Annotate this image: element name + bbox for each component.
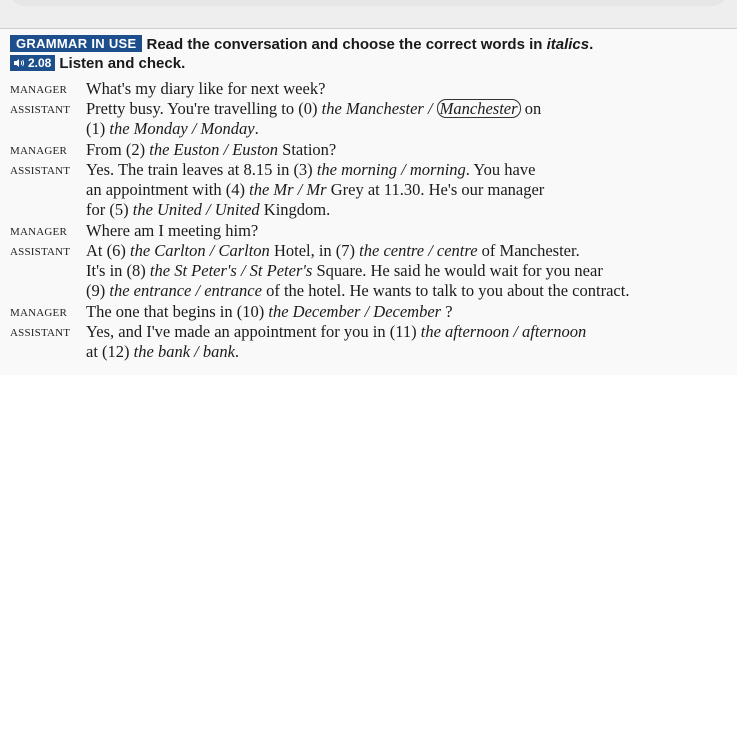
- dialogue-text: [86, 322, 586, 342]
- text-segment: of Manchester.: [477, 241, 580, 260]
- answer-options-1[interactable]: the Monday / Monday: [109, 119, 255, 138]
- dialogue-line: [0, 119, 737, 139]
- answer-options-5[interactable]: the United / United: [132, 200, 260, 219]
- answer-options-9[interactable]: the entrance / entrance: [109, 281, 262, 300]
- speaker-manager: MANAGER: [10, 226, 68, 238]
- text-segment: Square. He said he would wait for you near: [312, 261, 603, 280]
- dialogue-text: [86, 99, 541, 119]
- text-segment: Yes. The train leaves at 8.15 in (3): [86, 160, 317, 179]
- dialogue-text: [86, 140, 336, 160]
- text-segment: an appointment with (4): [86, 180, 250, 199]
- dialogue-line: [0, 200, 737, 220]
- speaker-assistant: ASSISTANT: [10, 246, 71, 258]
- dialogue-text: [86, 302, 453, 322]
- answer-options-10[interactable]: the December / December: [268, 302, 442, 321]
- audio-header: [10, 55, 185, 72]
- dialogue-text: [86, 261, 603, 281]
- dialogue-text: [86, 281, 629, 301]
- answer-options-8[interactable]: the St Peter's / St Peter's: [149, 261, 313, 280]
- text-segment: Kingdom.: [259, 200, 331, 219]
- answer-options-0[interactable]: the Manchester /: [321, 99, 437, 118]
- dialogue-text: [86, 79, 325, 99]
- dialogue-text: [86, 119, 259, 139]
- dialogue-line: [0, 342, 737, 362]
- exercise-header: [10, 35, 593, 53]
- answer-options-12[interactable]: the bank / bank: [133, 342, 235, 361]
- text-segment: Where am I meeting him?: [86, 221, 259, 240]
- exercise-page: [0, 29, 737, 375]
- speaker-assistant: ASSISTANT: [10, 104, 71, 116]
- text-segment: The one that begins in (10): [86, 302, 269, 321]
- text-segment: . You have: [465, 160, 536, 179]
- audio-track-button[interactable]: [10, 55, 55, 71]
- dialogue-text: [86, 221, 258, 241]
- text-segment: Station?: [278, 140, 337, 159]
- answer-options-3[interactable]: the morning / morning: [316, 160, 466, 179]
- dialogue-line: [0, 99, 737, 119]
- answer-options-11[interactable]: the afternoon / afternoon: [420, 322, 587, 341]
- answer-options-2[interactable]: the Euston / Euston: [149, 140, 279, 159]
- instruction-period: .: [589, 36, 594, 53]
- answer-options-4[interactable]: the Mr / Mr: [249, 180, 327, 199]
- text-segment: (9): [86, 281, 110, 300]
- text-segment: for (5): [86, 200, 133, 219]
- text-segment: .: [234, 342, 240, 361]
- text-segment: It's in (8): [86, 261, 150, 280]
- instruction-italic-word: italics: [546, 36, 590, 53]
- dialogue-text: [86, 241, 580, 261]
- audio-track-number: 2.08: [28, 56, 52, 70]
- speaker-manager: MANAGER: [10, 307, 68, 319]
- speaker-assistant: ASSISTANT: [10, 165, 71, 177]
- dialogue-line: [0, 281, 737, 301]
- text-segment: Yes, and I've made an appointment for you in (11): [86, 322, 421, 341]
- dialogue-line: [0, 241, 737, 261]
- dialogue-line: [0, 79, 737, 99]
- dialogue-text: [86, 180, 544, 200]
- circled-answer[interactable]: Manchester: [437, 99, 521, 118]
- dialogue-text: [86, 200, 330, 220]
- text-segment: From (2): [86, 140, 150, 159]
- instruction-text: Read the conversation and choose the correct words in: [146, 36, 547, 53]
- text-segment: .: [254, 119, 259, 138]
- text-segment: on: [520, 99, 542, 118]
- dialogue-text: [86, 160, 535, 180]
- dialogue-line: [0, 261, 737, 281]
- dialogue-line: [0, 180, 737, 200]
- speaker-icon: [14, 58, 26, 68]
- text-segment: of the hotel. He wants to talk to you about the contract.: [261, 281, 630, 300]
- text-segment: What's my diary like for next week?: [86, 79, 326, 98]
- answer-options-6[interactable]: the Carlton / Carlton: [130, 241, 270, 260]
- dialogue-line: [0, 221, 737, 241]
- dialogue-line: [0, 322, 737, 342]
- dialogue-line: [0, 140, 737, 160]
- text-segment: (1): [86, 119, 110, 138]
- text-segment: at (12): [86, 342, 134, 361]
- speaker-manager: MANAGER: [10, 145, 68, 157]
- text-segment: ?: [441, 302, 453, 321]
- grammar-in-use-badge: GRAMMAR IN USE: [10, 35, 142, 52]
- speaker-manager: MANAGER: [10, 84, 68, 96]
- answer-options-7[interactable]: the centre / centre: [359, 241, 478, 260]
- dialogue-line: [0, 302, 737, 322]
- dialogue-text: [86, 342, 239, 362]
- dialogue-line: [0, 160, 737, 180]
- text-segment: Pretty busy. You're travelling to (0): [86, 99, 322, 118]
- text-segment: Grey at 11.30. He's our manager: [326, 180, 545, 199]
- top-strip: [0, 0, 737, 30]
- text-segment: Hotel, in (7): [269, 241, 360, 260]
- top-card: [10, 0, 727, 6]
- audio-instruction: Listen and check.: [59, 55, 186, 72]
- text-segment: At (6): [86, 241, 130, 260]
- speaker-assistant: ASSISTANT: [10, 327, 71, 339]
